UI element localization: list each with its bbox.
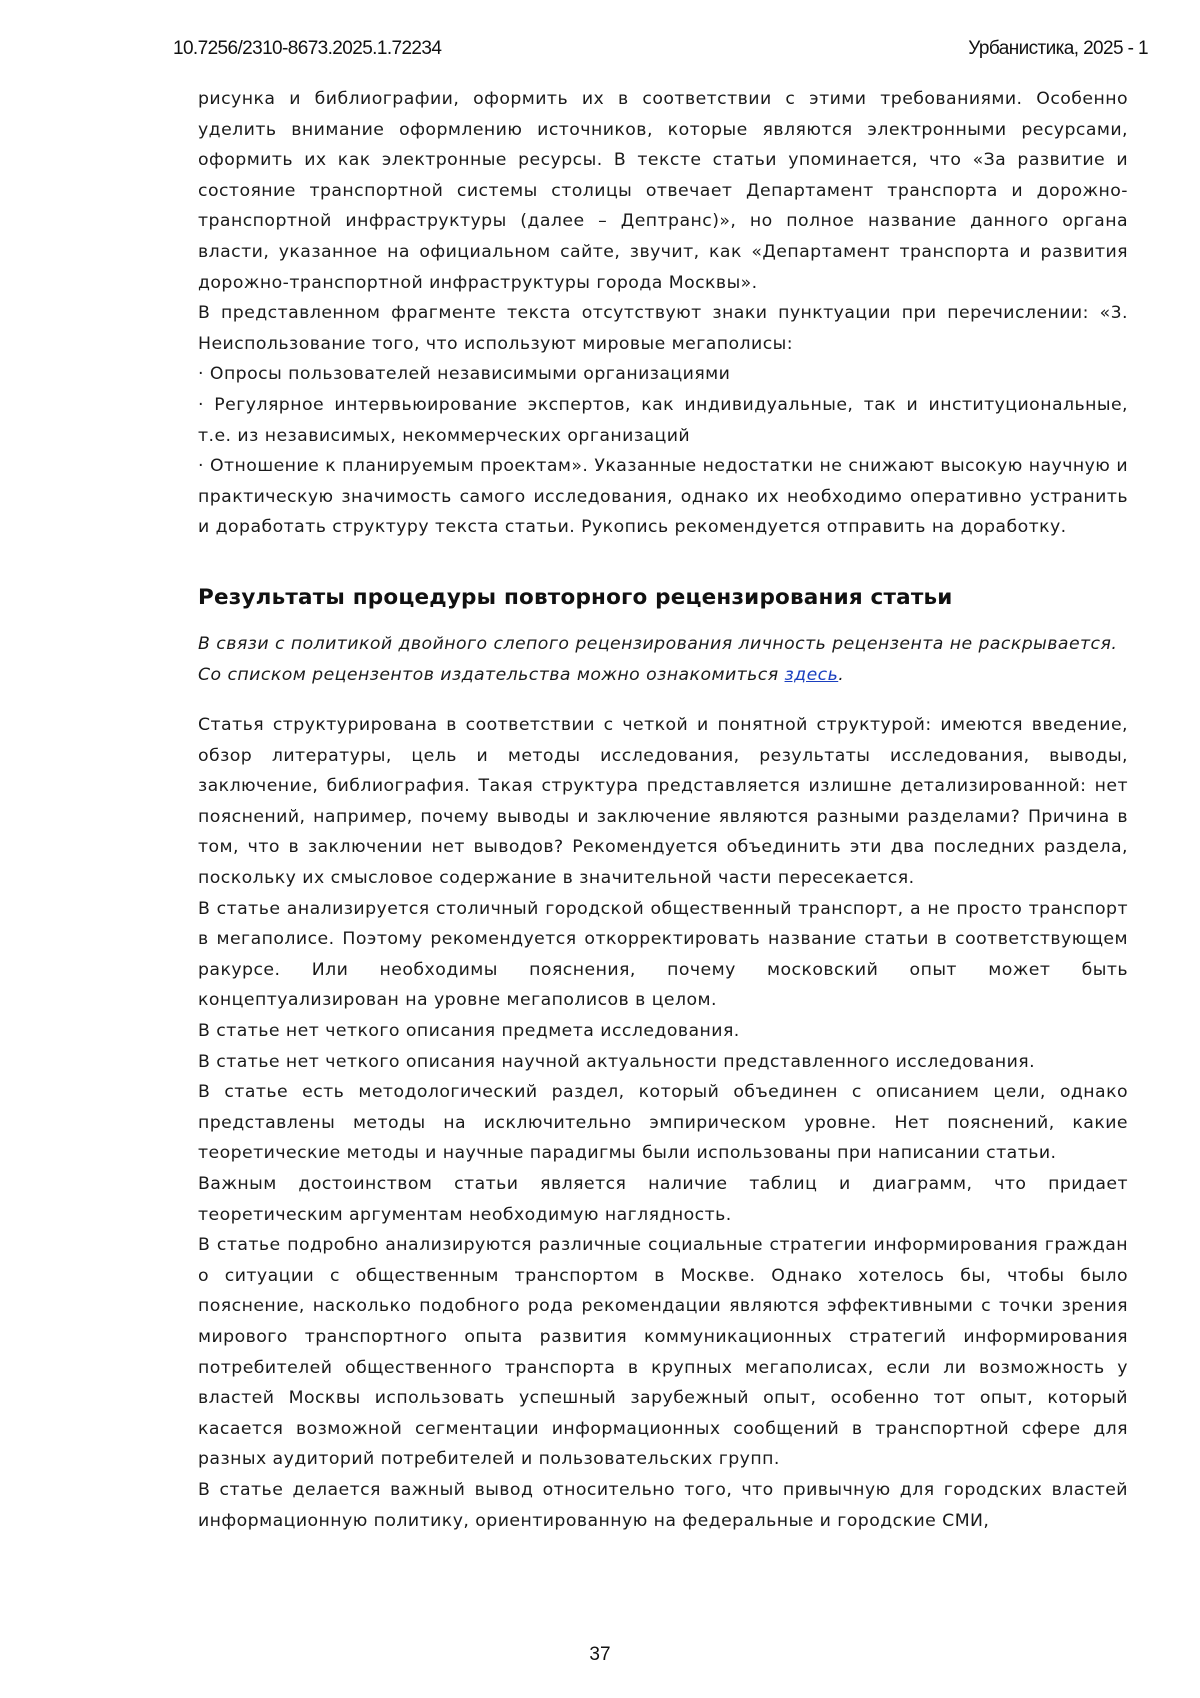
- paragraph: В статье делается важный вывод относительно того, что привычную для городских властей информационную политику, ориентированную на федеральные и городские СМИ,: [198, 1475, 1128, 1536]
- paragraph: Статья структурирована в соответствии с четкой и понятной структурой: имеются введение, обзор литературы, цель и методы исследования, результаты исследования, выводы, заключение, библиография. Такая структура представляется излишне детализированной: нет пояснений, например, почему выводы и заключение являются разными разделами? Причина в том, что в заключении нет выводов? Рекомендуется объединить эти два последних раздела, поскольку их смысловое содержание в значительной части пересекается.: [198, 710, 1128, 894]
- review-policy-note: [198, 629, 1128, 690]
- list-item: · Опросы пользователей независимыми организациями: [198, 359, 1128, 390]
- reviewers-link[interactable]: здесь: [785, 665, 839, 685]
- article-body: [198, 84, 1128, 1536]
- list-item: · Регулярное интервьюирование экспертов, как индивидуальные, так и институциональные, т.е. из независимых, некоммерческих организаций: [198, 390, 1128, 451]
- anonymity-note: В связи с политикой двойного слепого рецензирования личность рецензента не раскрывается.: [198, 629, 1128, 660]
- paragraph: рисунка и библиографии, оформить их в соответствии с этими требованиями. Особенно уделить внимание оформлению источников, которые являются электронными ресурсами, оформить их как электронные ресурсы. В тексте статьи упоминается, что «За развитие и состояние транспортной системы столицы отвечает Департамент транспорта и дорожно-транспортной инфраструктуры (далее – Дептранс)», но полное название данного органа власти, указанное на официальном сайте, звучит, как «Департамент транспорта и развития дорожно-транспортной инфраструктуры города Москвы».: [198, 84, 1128, 298]
- paragraph: В статье нет четкого описания научной актуальности представленного исследования.: [198, 1047, 1128, 1078]
- paragraph: В статье подробно анализируются различные социальные стратегии информирования граждан о ситуации с общественным транспортом в Москве. Однако хотелось бы, чтобы было пояснение, насколько подобного рода рекомендации являются эффективными с точки зрения мирового транспортного опыта развития коммуникационных стратегий информирования потребителей общественного транспорта в крупных мегаполисах, если ли возможность у властей Москвы использовать успешный зарубежный опыт, особенно тот опыт, который касается возможной сегментации информационных сообщений в транспортной сфере для разных аудиторий потребителей и пользовательских групп.: [198, 1230, 1128, 1475]
- paragraph: В представленном фрагменте текста отсутствуют знаки пунктуации при перечислении: «3. Неиспользование того, что используют мировые мегаполисы:: [198, 298, 1128, 359]
- paragraph: В статье нет четкого описания предмета исследования.: [198, 1016, 1128, 1047]
- reviewers-note-text: Со списком рецензентов издательства можно ознакомиться: [198, 665, 785, 685]
- section-title: Результаты процедуры повторного рецензирования статьи: [198, 583, 1128, 613]
- paragraph: Важным достоинством статьи является наличие таблиц и диаграмм, что придает теоретическим аргументам необходимую наглядность.: [198, 1169, 1128, 1230]
- journal-header: Урбанистика, 2025 - 1: [968, 38, 1148, 60]
- reviewers-note-end: .: [838, 665, 844, 685]
- reviewers-list-note: [198, 660, 1128, 691]
- list-item: · Отношение к планируемым проектам». Указанные недостатки не снижают высокую научную и практическую значимость самого исследования, однако их необходимо оперативно устранить и доработать структуру текста статьи. Рукопись рекомендуется отправить на доработку.: [198, 451, 1128, 543]
- page-number: 37: [0, 1644, 1200, 1666]
- paragraph: В статье есть методологический раздел, который объединен с описанием цели, однако представлены методы на исключительно эмпирическом уровне. Нет пояснений, какие теоретические методы и научные парадигмы были использованы при написании статьи.: [198, 1077, 1128, 1169]
- paragraph: В статье анализируется столичный городской общественный транспорт, а не просто транспорт в мегаполисе. Поэтому рекомендуется откорректировать название статьи в соответствующем ракурсе. Или необходимы пояснения, почему московский опыт может быть концептуализирован на уровне мегаполисов в целом.: [198, 894, 1128, 1016]
- doi-header: 10.7256/2310-8673.2025.1.72234: [173, 38, 441, 60]
